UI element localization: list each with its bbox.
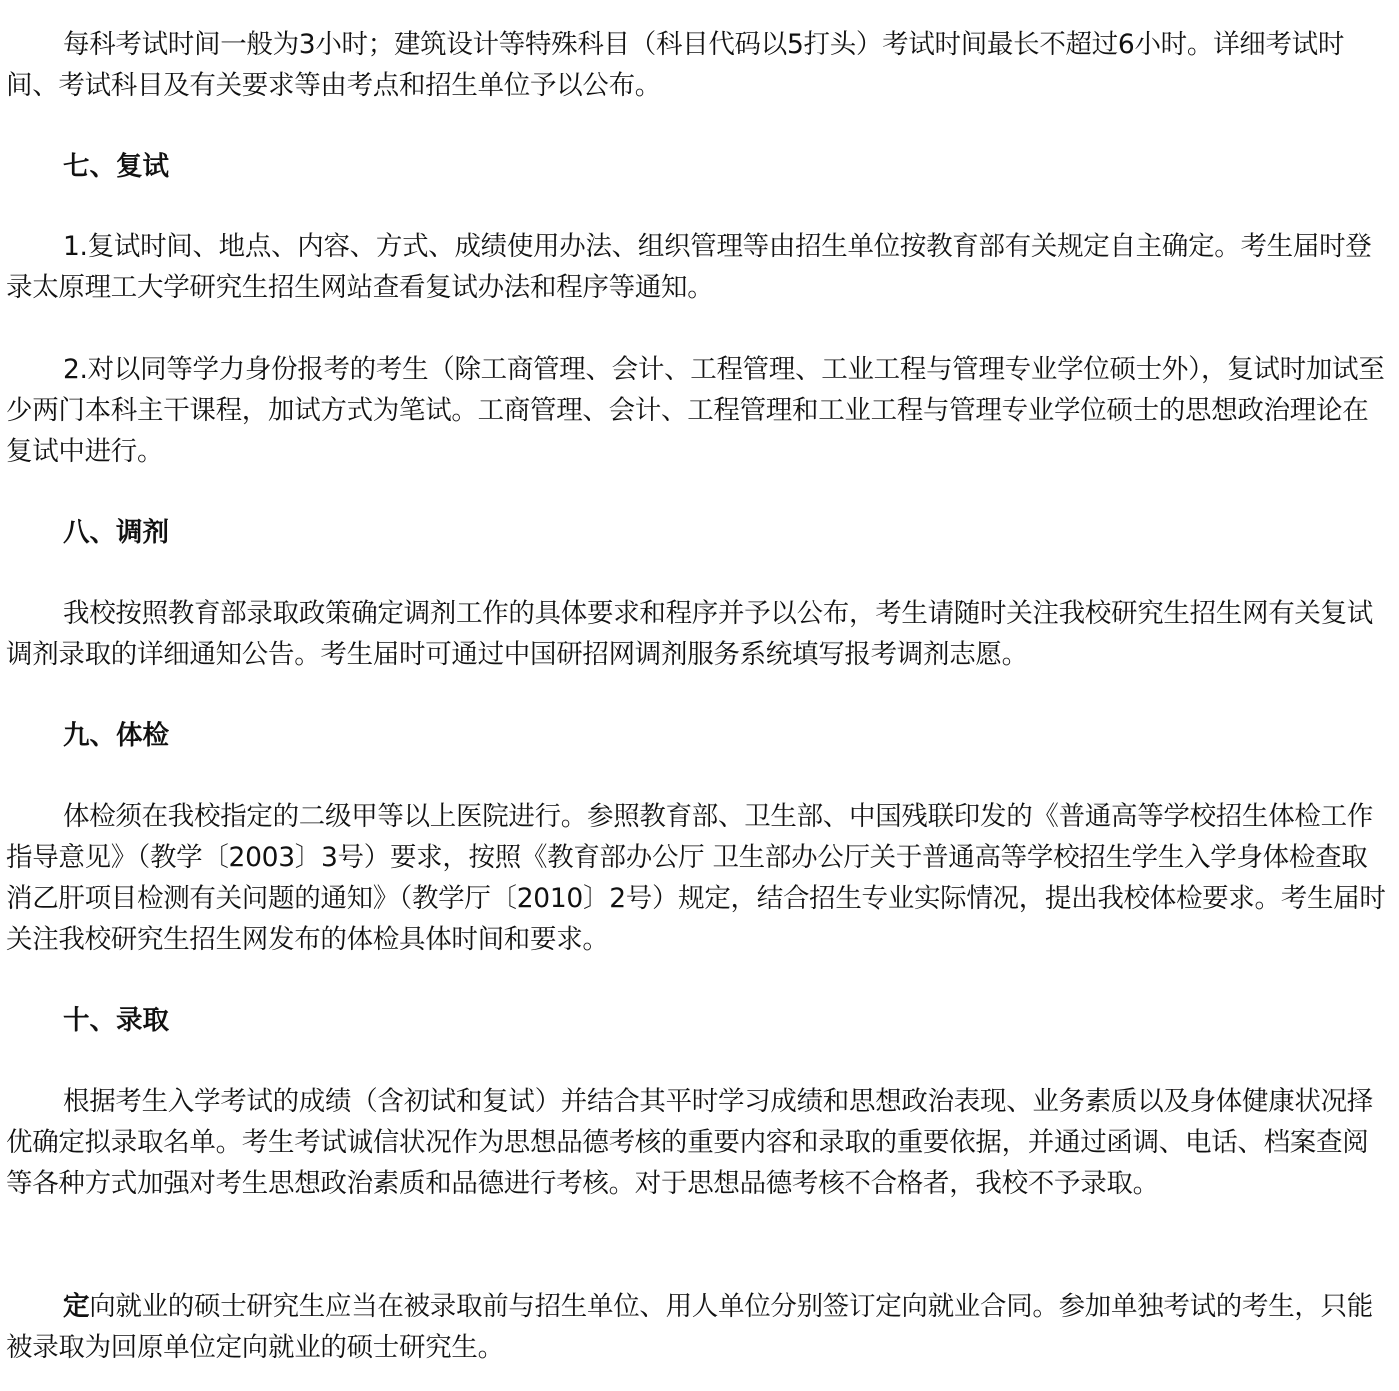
paragraph-retest-1: 1.复试时间、地点、内容、方式、成绩使用办法、组织管理等由招生单位按教育部有关规定自主确定。考生届时登录太原理工大学研究生招生网站查看复试办法和程序等通知。 <box>6 231 1372 303</box>
section-heading-retest: 七、复试 <box>63 151 169 182</box>
section-heading-physical: 九、体检 <box>63 720 169 751</box>
paragraph-admission-1: 根据考生入学考试的成绩（含初试和复试）并结合其平时学习成绩和思想政治表现、业务素质以及身体健康状况择优确定拟录取名单。考生考试诚信状况作为思想品德考核的重要内容和录取的重要依据，并通过函调、电话、档案查阅等各种方式加强对考生思想政治素质和品德进行考核。对于思想品德考核不合格者，我校不予录取。 <box>6 1086 1373 1199</box>
paragraph-admission-2 <box>6 1286 1388 1368</box>
paragraph-admission-2-text: 向就业的硕士研究生应当在被录取前与招生单位、用人单位分别签订定向就业合同。参加单独考试的考生，只能被录取为回原单位定向就业的硕士研究生。 <box>6 1291 1374 1363</box>
paragraph-retest-2: 2.对以同等学力身份报考的考生（除工商管理、会计、工程管理、工业工程与管理专业学位硕士外），复试时加试至少两门本科主干课程，加试方式为笔试。工商管理、会计、工程管理和工业工程与管理专业学位硕士的思想政治理论在复试中进行。 <box>6 354 1385 467</box>
section-heading-admission: 十、录取 <box>63 1005 169 1036</box>
paragraph-lead-char: 定 <box>63 1291 90 1322</box>
paragraph-physical: 体检须在我校指定的二级甲等以上医院进行。参照教育部、卫生部、中国残联印发的《普通高等学校招生体检工作指导意见》（教学〔2003〕3号）要求，按照《教育部办公厅 卫生部办公厅关于普通高等学校招生学生入学身体检查取消乙肝项目检测有关问题的通知》（教学厅〔2010〕2号）规定，结合招生专业实际情况，提出我校体检要求。考生届时关注我校研究生招生网发布的体检具体时间和要求。 <box>6 801 1386 955</box>
paragraph-adjust: 我校按照教育部录取政策确定调剂工作的具体要求和程序并予以公布，考生请随时关注我校研究生招生网有关复试调剂录取的详细通知公告。考生届时可通过中国研招网调剂服务系统填写报考调剂志愿。 <box>6 598 1373 670</box>
section-heading-adjust: 八、调剂 <box>63 517 169 548</box>
paragraph-exam-time: 每科考试时间一般为3小时；建筑设计等特殊科目（科目代码以5打头）考试时间最长不超过6小时。详细考试时间、考试科目及有关要求等由考点和招生单位予以公布。 <box>6 29 1345 101</box>
